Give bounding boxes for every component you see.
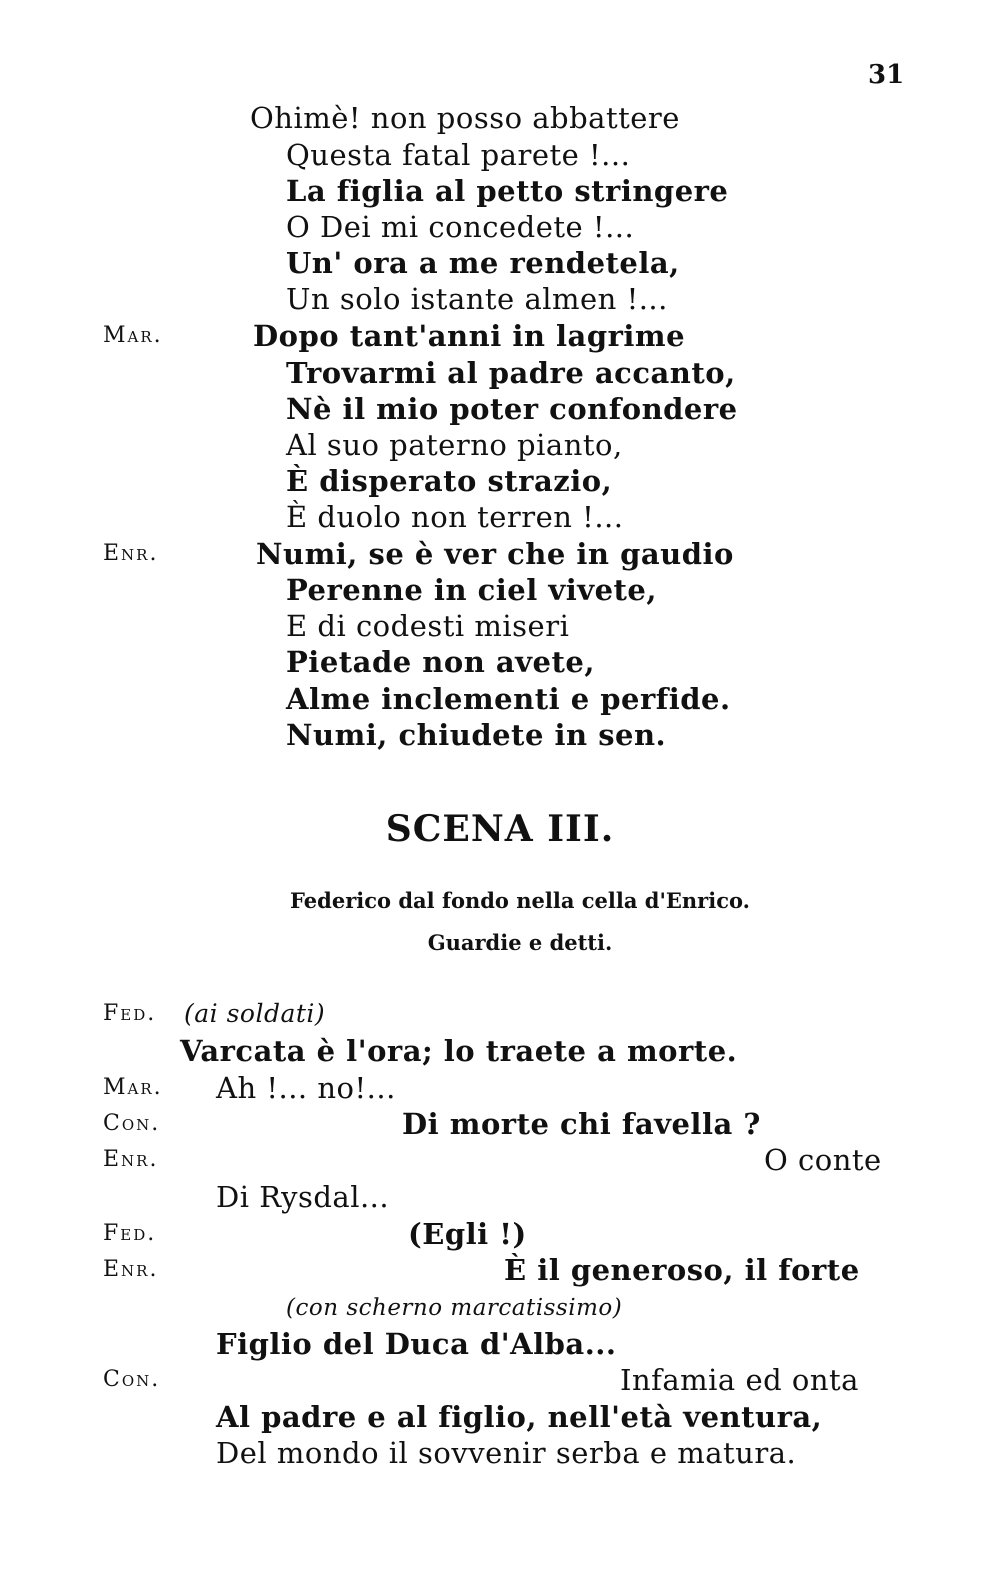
verse-line: Numi, se è ver che in gaudio (256, 537, 734, 571)
verse-line: La figlia al petto stringere (286, 174, 729, 208)
verse-line: Al suo paterno pianto, (286, 428, 623, 462)
speaker-label: Enr. (103, 1257, 159, 1282)
verse-line: Infamia ed onta (620, 1363, 859, 1397)
verse-line: Ohimè! non posso abbattere (250, 101, 680, 135)
verse-line: Dopo tant'anni in lagrime (253, 319, 686, 353)
verse-line: È duolo non terren !... (286, 500, 624, 534)
page-number: 31 (868, 60, 905, 90)
scene-description: Guardie e detti. (427, 930, 613, 955)
stage-direction: (con scherno marcatissimo) (286, 1295, 623, 1321)
verse-line: Numi, chiudete in sen. (286, 718, 667, 752)
speaker-label: Con. (103, 1367, 161, 1392)
verse-line: O conte (764, 1143, 882, 1177)
stage-direction: (ai soldati) (184, 999, 326, 1028)
verse-line: Di Rysdal... (216, 1180, 390, 1214)
verse-line: È disperato strazio, (286, 464, 613, 498)
verse-line: Di morte chi favella ? (402, 1107, 761, 1141)
verse-line: E di codesti miseri (286, 609, 570, 643)
speaker-label: Con. (103, 1111, 161, 1136)
verse-line: Nè il mio poter confondere (286, 392, 738, 426)
speaker-label: Enr. (103, 1147, 159, 1172)
speaker-label: Fed. (103, 1001, 157, 1026)
verse-line: Un' ora a me rendetela, (286, 246, 680, 280)
verse-line: Figlio del Duca d'Alba... (216, 1327, 617, 1361)
speaker-label: Mar. (103, 323, 163, 348)
verse-line: Del mondo il sovvenir serba e matura. (216, 1436, 797, 1470)
verse-line: Questa fatal parete !... (286, 138, 631, 172)
verse-line: Un solo istante almen !... (286, 282, 668, 316)
verse-line: Perenne in ciel vivete, (286, 573, 657, 607)
speaker-label: Enr. (103, 541, 159, 566)
scene-title: SCENA III. (385, 808, 615, 850)
verse-line: (Egli !) (408, 1217, 527, 1251)
verse-line: Pietade non avete, (286, 645, 595, 679)
verse-line: O Dei mi concedete !... (286, 210, 635, 244)
scene-description: Federico dal fondo nella cella d'Enrico. (290, 888, 750, 913)
verse-line: Al padre e al figlio, nell'età ventura, (216, 1400, 823, 1434)
verse-line: Trovarmi al padre accanto, (286, 356, 736, 390)
speaker-label: Fed. (103, 1221, 157, 1246)
verse-line: Varcata è l'ora; lo traete a morte. (180, 1034, 738, 1068)
speaker-label: Mar. (103, 1075, 163, 1100)
verse-line: Ah !... no!... (216, 1071, 396, 1105)
verse-line: È il generoso, il forte (504, 1253, 860, 1287)
verse-line: Alme inclementi e perfide. (286, 682, 731, 716)
